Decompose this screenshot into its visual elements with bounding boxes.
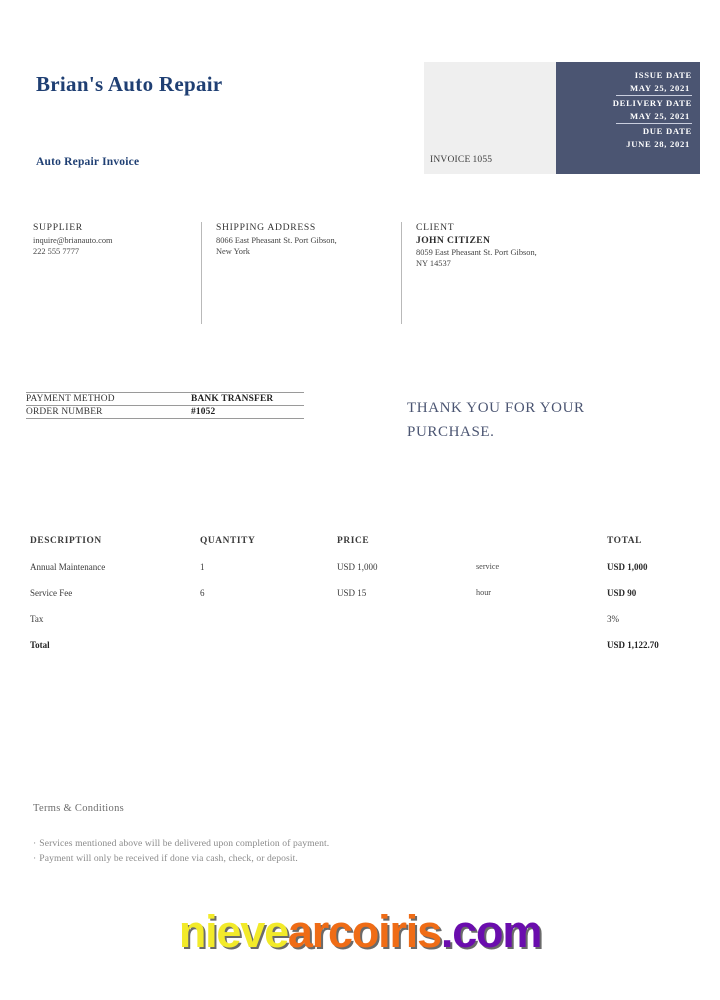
row-quantity: 1 <box>200 562 205 572</box>
shipping-address-line2: New York <box>216 247 250 256</box>
issue-date-label: ISSUE DATE <box>634 70 692 80</box>
supplier-label: SUPPLIER <box>33 222 83 233</box>
delivery-date-label: DELIVERY DATE <box>612 98 692 108</box>
shipping-address-label: SHIPPING ADDRESS <box>216 222 316 233</box>
company-name: Brian's Auto Repair <box>36 72 223 96</box>
watermark-part2: arcoiris <box>287 906 441 957</box>
order-number-label: ORDER NUMBER <box>26 407 103 417</box>
grand-total-value: USD 1,122.70 <box>607 640 659 650</box>
due-date-row <box>564 125 692 152</box>
header-total: TOTAL <box>607 536 642 546</box>
header-price: PRICE <box>337 536 370 546</box>
due-date-value: JUNE 28, 2021 <box>626 138 690 149</box>
parties-section <box>33 222 688 324</box>
supplier-block <box>33 222 201 324</box>
issue-date-row <box>564 69 692 97</box>
bullet-icon: · <box>33 853 37 864</box>
supplier-phone: 222 555 7777 <box>33 247 80 256</box>
tax-value: 3% <box>607 614 619 624</box>
grand-total-label: Total <box>30 640 50 650</box>
bullet-icon: · <box>33 838 37 849</box>
header-quantity: QUANTITY <box>200 536 256 546</box>
header-description: DESCRIPTION <box>30 536 102 546</box>
terms-item <box>33 836 553 851</box>
watermark-part3: .com <box>440 906 542 957</box>
terms-item-text: Payment will only be received if done via cash, check, or deposit. <box>39 853 298 864</box>
payment-method-value: BANK TRANSFER <box>191 394 274 404</box>
supplier-email: inquire@brianauto.com <box>33 236 113 245</box>
delivery-date-value: MAY 25, 2021 <box>616 110 692 125</box>
invoice-number-block <box>430 155 492 165</box>
client-name: JOHN CITIZEN <box>416 235 491 246</box>
terms-title: Terms & Conditions <box>33 803 124 814</box>
table-row <box>30 562 690 588</box>
client-block <box>401 222 691 324</box>
terms-item-text: Services mentioned above will be delivered upon completion of payment. <box>39 838 330 849</box>
client-address-line1: 8059 East Pheasant St. Port Gibson, <box>416 248 537 257</box>
header-dates-panel <box>556 62 700 174</box>
payment-method-row <box>26 393 304 406</box>
invoice-number-label: INVOICE <box>430 155 471 165</box>
tax-row <box>30 614 690 640</box>
client-label: CLIENT <box>416 222 455 233</box>
tax-label: Tax <box>30 614 44 624</box>
client-address-line2: NY 14537 <box>416 259 451 268</box>
row-description: Annual Maintenance <box>30 562 106 572</box>
issue-date-value: MAY 25, 2021 <box>616 82 692 97</box>
row-description: Service Fee <box>30 588 73 598</box>
row-total: USD 90 <box>607 588 637 598</box>
watermark-part1: nieve <box>178 906 288 957</box>
row-quantity: 6 <box>200 588 205 598</box>
row-price: USD 1,000 <box>337 562 378 572</box>
invoice-type-title: Auto Repair Invoice <box>36 156 140 168</box>
payment-method-label: PAYMENT METHOD <box>26 394 115 404</box>
row-unit: hour <box>476 588 492 597</box>
row-total: USD 1,000 <box>607 562 648 572</box>
shipping-address-block <box>201 222 401 324</box>
delivery-date-row <box>564 97 692 125</box>
invoice-number-value: 1055 <box>472 155 493 165</box>
row-unit: service <box>476 562 500 571</box>
table-header-row <box>30 536 690 562</box>
row-price: USD 15 <box>337 588 367 598</box>
order-number-value: #1052 <box>191 407 216 417</box>
due-date-label: DUE DATE <box>642 126 692 136</box>
order-number-row <box>26 406 304 419</box>
payment-meta-table <box>26 392 304 419</box>
watermark <box>0 906 720 958</box>
thank-you-message: THANK YOU FOR YOUR PURCHASE. <box>407 400 585 440</box>
line-items-table <box>30 536 690 666</box>
terms-list <box>33 836 553 866</box>
grand-total-row <box>30 640 690 666</box>
shipping-address-line1: 8066 East Pheasant St. Port Gibson, <box>216 236 337 245</box>
table-row <box>30 588 690 614</box>
terms-item <box>33 851 553 866</box>
